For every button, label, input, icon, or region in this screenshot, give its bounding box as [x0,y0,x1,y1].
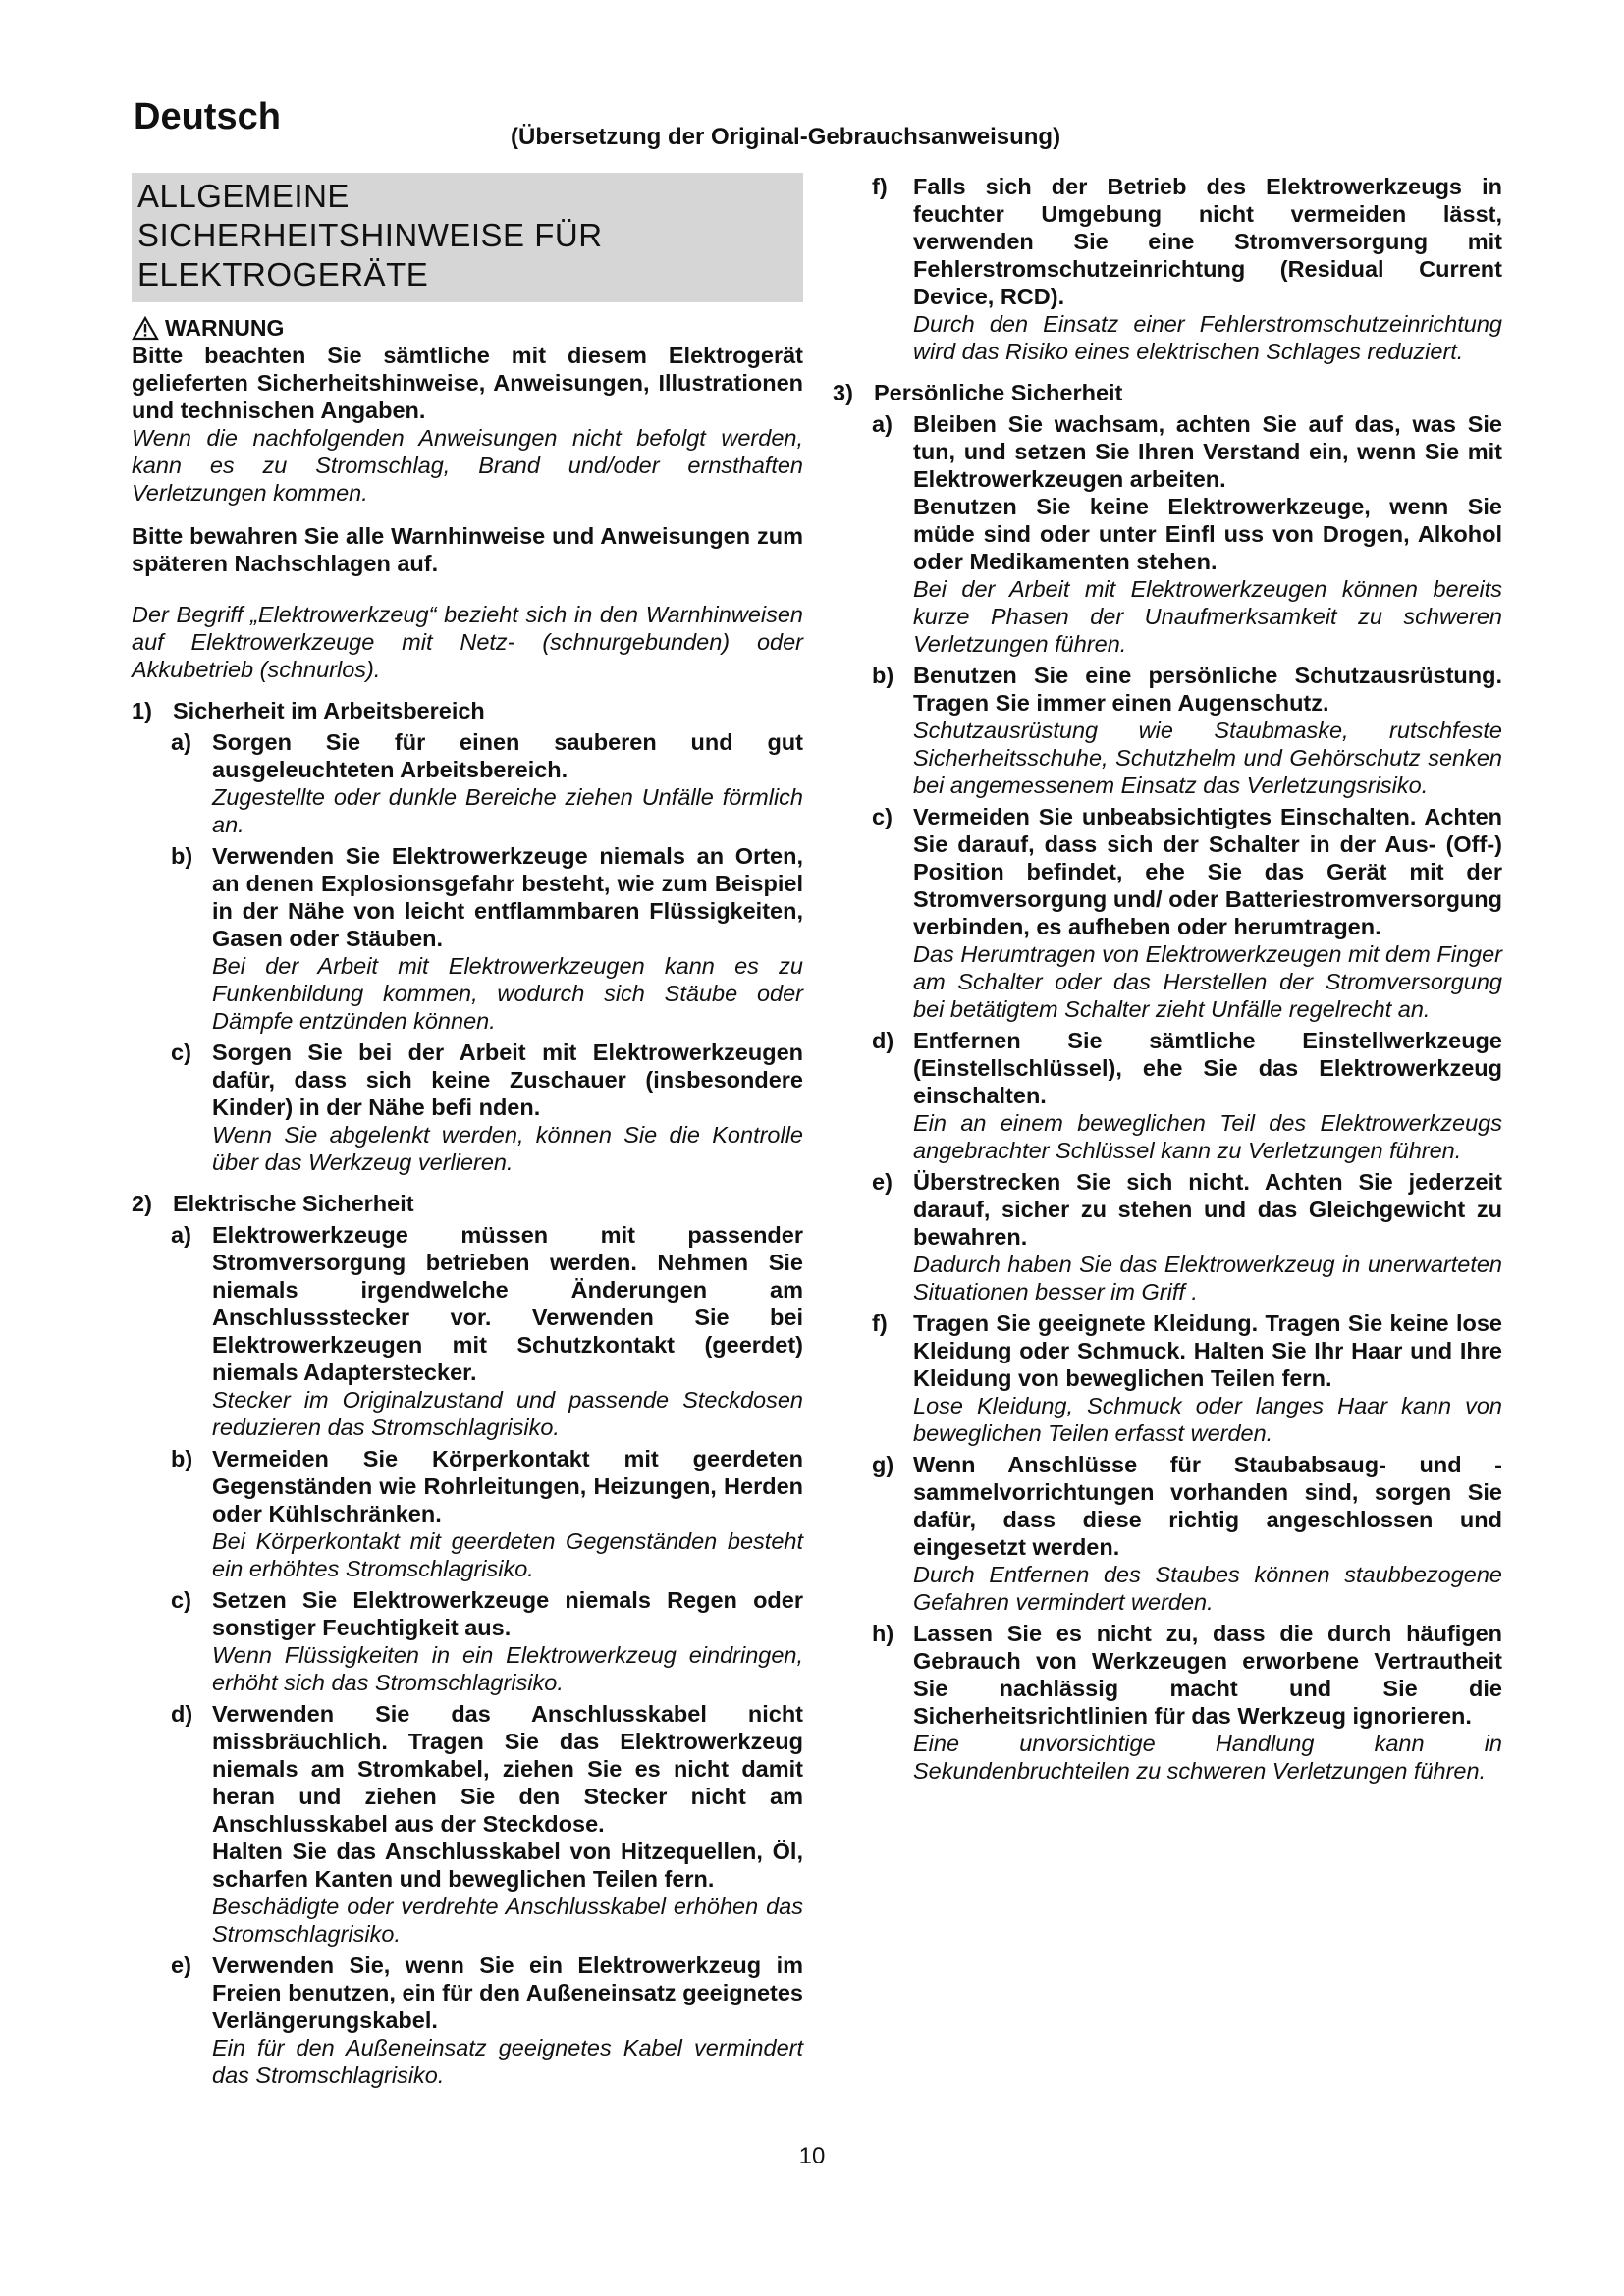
section-number: 1) [132,698,152,723]
list-item [862,1451,1502,1616]
item-marker: b) [171,843,193,869]
item-marker: h) [872,1621,894,1646]
item-note: Stecker im Originalzustand und passende Steckdosen reduzieren das Stromschlagrisiko. [212,1387,803,1440]
item-marker: c) [171,1040,191,1065]
item-marker: d) [872,1028,894,1053]
item-text: Bleiben Sie wachsam, achten Sie auf das, was Sie tun, und setzen Sie Ihren Verstand ein, wenn Sie mit Elektrowerkzeugen arbeiten. [913,411,1502,492]
section-title-box [132,173,803,302]
section-title: Elektrische Sicherheit [173,1191,414,1216]
title-line-2: SICHERHEITSHINWEISE FÜR [137,217,603,253]
list-item [862,1027,1502,1164]
list-item [862,410,1502,658]
warning-triangle-icon [132,316,159,341]
document-subtitle: (Übersetzung der Original-Gebrauchsanweisung) [511,124,1061,150]
item-marker: b) [872,663,894,688]
item-text: Benutzen Sie eine persönliche Schutzausrüstung. Tragen Sie immer einen Augenschutz. [913,663,1502,716]
item-note: Schutzausrüstung wie Staubmaske, rutschfeste Sicherheitsschuhe, Schutzhelm und Gehörschutz senken bei angemessenem Einsatz das Verletzungsrisiko. [913,718,1502,798]
section-3-heading [833,379,1502,406]
item-text: Falls sich der Betrieb des Elektrowerkzeugs in feuchter Umgebung nicht vermeiden lässt, verwenden Sie eine Stromversorgung mit Fehlerstromschutzeinrichtung (Residual Current Device, RCD). [913,174,1502,309]
item-text: Verwenden Sie Elektrowerkzeuge niemals an Orten, an denen Explosionsgefahr besteht, wie zum Beispiel in der Nähe von leicht entflammbaren Flüssigkeiten, Gasen oder Stäuben. [212,843,803,951]
item-text: Vermeiden Sie unbeabsichtigtes Einschalten. Achten Sie darauf, dass sich der Schalter in der Aus- (Off-) Position befindet, ehe Sie das Gerät mit der Stromversorgung und/ oder Batteriestromversorgung verbinden, es aufheben oder herumtragen. [913,804,1502,939]
right-column [833,173,1502,1785]
section-number: 2) [132,1191,152,1216]
item-marker: a) [872,411,893,437]
term-definition: Der Begriff „Elektrowerkzeug“ bezieht sich in den Warnhinweisen auf Elektrowerkzeuge mit Netz- (schnurgebunden) oder Akkubetrieb (schnurlos). [132,602,803,682]
item-note: Durch Entfernen des Staubes können staubbezogene Gefahren vermindert werden. [913,1562,1502,1615]
list-item [132,1586,803,1696]
item-note: Ein an einem beweglichen Teil des Elektrowerkzeugs angebrachter Schlüssel kann zu Verletzungen führen. [913,1110,1502,1163]
list-item [132,1700,803,1948]
item-text: Sorgen Sie für einen sauberen und gut ausgeleuchteten Arbeitsbereich. [212,729,803,782]
list-item [132,1039,803,1176]
section-1-heading [132,697,803,724]
list-item [132,1951,803,2089]
item-marker: f) [872,1310,888,1336]
list-item [862,173,1502,365]
title-line-3: ELEKTROGERÄTE [137,256,429,293]
section-title: Persönliche Sicherheit [874,380,1123,405]
item-marker: c) [872,804,893,829]
item-text-2: Benutzen Sie keine Elektrowerkzeuge, wenn Sie müde sind oder unter Einfl uss von Drogen, Alkohol oder Medikamenten stehen. [913,494,1502,574]
item-text: Wenn Anschlüsse für Staubabsaug- und -sammelvorrichtungen vorhanden sind, sorgen Sie dafür, dass diese richtig angeschlossen und eingesetzt werden. [913,1452,1502,1560]
list-item [862,1309,1502,1447]
list-item [862,662,1502,799]
left-column [132,173,803,2089]
item-marker: b) [171,1446,193,1471]
item-note: Wenn Flüssigkeiten in ein Elektrowerkzeug eindringen, erhöht sich das Stromschlagrisiko. [212,1642,803,1695]
item-marker: d) [171,1701,193,1727]
warning-text: Bitte beachten Sie sämtliche mit diesem Elektrogerät gelieferten Sicherheitshinweise, Anweisungen, Illustrationen und technischen Angaben. [132,343,803,423]
list-item [862,1168,1502,1306]
item-note: Beschädigte oder verdrehte Anschlusskabel erhöhen das Stromschlagrisiko. [212,1894,803,1947]
item-text: Vermeiden Sie Körperkontakt mit geerdeten Gegenständen wie Rohrleitungen, Heizungen, Herden oder Kühlschränken. [212,1446,803,1526]
item-note: Durch den Einsatz einer Fehlerstromschutzeinrichtung wird das Risiko eines elektrischen Schlages reduziert. [913,311,1502,364]
list-item [132,1221,803,1441]
item-marker: c) [171,1587,191,1613]
list-item [132,728,803,838]
keep-instructions: Bitte bewahren Sie alle Warnhinweise und Anweisungen zum späteren Nachschlagen auf. [132,523,803,576]
section-number: 3) [833,380,853,405]
language-heading: Deutsch [134,96,281,137]
item-marker: f) [872,174,888,199]
list-item [862,803,1502,1023]
item-text: Verwenden Sie, wenn Sie ein Elektrowerkzeug im Freien benutzen, ein für den Außeneinsatz geeignetes Verlängerungskabel. [212,1952,803,2033]
item-note: Wenn Sie abgelenkt werden, können Sie die Kontrolle über das Werkzeug verlieren. [212,1122,803,1175]
section-2-heading [132,1190,803,1217]
item-marker: e) [171,1952,191,1978]
list-item [132,842,803,1035]
item-marker: e) [872,1169,893,1195]
item-note: Ein für den Außeneinsatz geeignetes Kabel vermindert das Stromschlagrisiko. [212,2035,803,2088]
list-item [862,1620,1502,1785]
item-text: Sorgen Sie bei der Arbeit mit Elektrowerkzeugen dafür, dass sich keine Zuschauer (insbesondere Kinder) in der Nähe befi nden. [212,1040,803,1120]
item-text: Lassen Sie es nicht zu, dass die durch häufigen Gebrauch von Werkzeugen erworbene Vertrautheit Sie nachlässig macht und Sie die Sicherheitsrichtlinien für das Werkzeug ignorieren. [913,1621,1502,1729]
item-note: Lose Kleidung, Schmuck oder langes Haar kann von beweglichen Teilen erfasst werden. [913,1393,1502,1446]
item-note: Bei der Arbeit mit Elektrowerkzeugen können bereits kurze Phasen der Unaufmerksamkeit zu schweren Verletzungen führen. [913,576,1502,657]
item-marker: g) [872,1452,894,1477]
item-text-2: Halten Sie das Anschlusskabel von Hitzequellen, Öl, scharfen Kanten und beweglichen Teilen fern. [212,1839,803,1892]
item-text: Entfernen Sie sämtliche Einstellwerkzeuge (Einstellschlüssel), ehe Sie das Elektrowerkzeug einschalten. [913,1028,1502,1108]
warning-heading [132,314,803,342]
list-item [132,1445,803,1582]
item-text: Tragen Sie geeignete Kleidung. Tragen Sie keine lose Kleidung oder Schmuck. Halten Sie Ihr Haar und Ihre Kleidung von beweglichen Teilen fern. [913,1310,1502,1391]
warning-label: WARNUNG [165,315,285,341]
item-text: Verwenden Sie das Anschlusskabel nicht missbräuchlich. Tragen Sie das Elektrowerkzeug niemals am Stromkabel, ziehen Sie es nicht damit heran und ziehen Sie den Stecker nicht am Anschlusskabel aus der Steckdose. [212,1701,803,1837]
item-note: Dadurch haben Sie das Elektrowerkzeug in unerwarteten Situationen besser im Griff . [913,1252,1502,1305]
item-marker: a) [171,1222,191,1248]
item-text: Setzen Sie Elektrowerkzeuge niemals Regen oder sonstiger Feuchtigkeit aus. [212,1587,803,1640]
item-note: Bei Körperkontakt mit geerdeten Gegenständen besteht ein erhöhtes Stromschlagrisiko. [212,1528,803,1581]
item-note: Zugestellte oder dunkle Bereiche ziehen Unfälle förmlich an. [212,784,803,837]
item-note: Das Herumtragen von Elektrowerkzeugen mit dem Finger am Schalter oder das Herstellen der Stromversorgung bei betätigtem Schalter zieht Unfälle regelrecht an. [913,941,1502,1022]
item-text: Elektrowerkzeuge müssen mit passender Stromversorgung betrieben werden. Nehmen Sie niemals irgendwelche Änderungen am Anschlussstecker vor. Verwenden Sie bei Elektrowerkzeugen mit Schutzkontakt (geerdet) niemals Adapterstecker. [212,1222,803,1385]
item-note: Eine unvorsichtige Handlung kann in Sekundenbruchteilen zu schweren Verletzungen führen. [913,1731,1502,1784]
section-title: Sicherheit im Arbeitsbereich [173,698,485,723]
item-note: Bei der Arbeit mit Elektrowerkzeugen kann es zu Funkenbildung kommen, wodurch sich Stäube oder Dämpfe entzünden können. [212,953,803,1034]
title-line-1: ALLGEMEINE [137,178,350,214]
warning-note: Wenn die nachfolgenden Anweisungen nicht befolgt werden, kann es zu Stromschlag, Brand und/oder ernsthaften Verletzungen kommen. [132,425,803,506]
item-text: Überstrecken Sie sich nicht. Achten Sie jederzeit darauf, sicher zu stehen und das Gleichgewicht zu bewahren. [913,1169,1502,1250]
page-number: 10 [798,2143,826,2169]
item-marker: a) [171,729,191,755]
